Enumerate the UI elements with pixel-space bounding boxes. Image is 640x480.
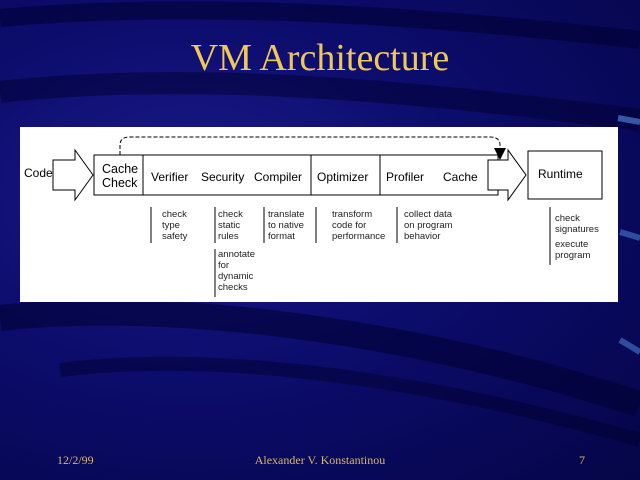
stage-cache: Cache xyxy=(443,170,478,184)
note-security: check static rules xyxy=(218,209,243,242)
note-optimizer: transform code for performance xyxy=(332,209,386,242)
note-runtime-execute: execute program xyxy=(555,239,591,261)
output-arrow xyxy=(488,150,526,200)
code-input-label: Code xyxy=(24,166,53,180)
stage-verifier: Verifier xyxy=(151,170,189,184)
input-arrow xyxy=(53,150,93,200)
footer-author: Alexander V. Konstantinou xyxy=(254,453,386,467)
stage-optimizer: Optimizer xyxy=(317,170,369,184)
footer-page-number: 7 xyxy=(579,453,585,467)
stage-compiler: Compiler xyxy=(254,170,303,184)
note-runtime-signatures: check signatures xyxy=(555,213,599,235)
note-verifier: check type safety xyxy=(162,209,188,242)
architecture-diagram xyxy=(20,127,618,302)
stage-security: Security xyxy=(201,170,245,184)
runtime-label: Runtime xyxy=(538,167,583,181)
diagram-lines xyxy=(20,127,618,302)
bypass-arrow xyxy=(120,137,500,155)
slide-title: VM Architecture xyxy=(190,37,450,79)
stage-profiler: Profiler xyxy=(386,170,425,184)
stage-cache-check: Cache Check xyxy=(102,162,139,190)
footer-date: 12/2/99 xyxy=(57,453,94,467)
note-profiler: collect data on program behavior xyxy=(404,209,453,242)
note-security-dynamic: annotate for dynamic checks xyxy=(218,249,255,293)
note-compiler: translate to native format xyxy=(268,209,305,242)
